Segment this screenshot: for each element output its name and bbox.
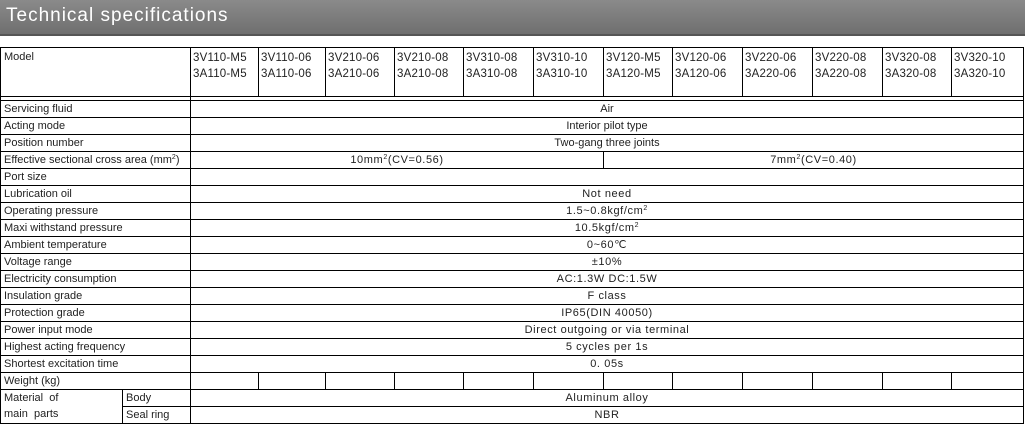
spec-value: ±10%	[191, 254, 1024, 271]
spec-label: Servicing fluid	[1, 101, 191, 118]
spec-label: Insulation grade	[1, 288, 191, 305]
weight-cell	[259, 373, 326, 390]
body-label: Body	[123, 390, 191, 407]
spec-value: Air	[191, 101, 1024, 118]
spec-label: Protection grade	[1, 305, 191, 322]
spec-row	[1, 186, 1024, 203]
spec-row	[1, 356, 1024, 373]
spec-row	[1, 305, 1024, 322]
spec-value: $10.5kgf/cm^2$	[191, 220, 1024, 237]
spec-row	[1, 339, 1024, 356]
spec-value	[191, 169, 1024, 186]
spec-value: IP65(DIN 40050)	[191, 305, 1024, 322]
section-title: Technical specifications	[6, 5, 229, 26]
spec-table	[0, 47, 1024, 424]
spec-value: Not need	[191, 186, 1024, 203]
model-row	[1, 48, 1024, 97]
model-cell: 3V110-06 3A110-06	[259, 48, 326, 97]
spec-value: Direct outgoing or via terminal	[191, 322, 1024, 339]
body-value: Aluminum alloy	[191, 390, 1024, 407]
model-cell: 3V210-06 3A210-06	[326, 48, 395, 97]
spec-label: Ambient temperature	[1, 237, 191, 254]
spec-value: $1.5\sim 0.8kgf/cm^2$	[191, 203, 1024, 220]
model-cell: 3V120-06 3A120-06	[673, 48, 743, 97]
model-cell: 3V210-08 3A210-08	[395, 48, 464, 97]
spec-row	[1, 152, 1024, 169]
model-cell: 3V310-10 3A310-10	[534, 48, 604, 97]
weight-cell	[813, 373, 883, 390]
weight-cell	[604, 373, 673, 390]
weight-cell	[952, 373, 1024, 390]
model-cell: 3V320-10 3A320-10	[952, 48, 1024, 97]
spec-value: 5 cycles per 1s	[191, 339, 1024, 356]
spec-label: Lubrication oil	[1, 186, 191, 203]
spec-row	[1, 237, 1024, 254]
spec-value: $7mm^2(CV=0.40)$	[604, 152, 1024, 169]
model-cell: 3V220-06 3A220-06	[743, 48, 813, 97]
spec-value: 0~60℃	[191, 237, 1024, 254]
spec-label: Highest acting frequency	[1, 339, 191, 356]
model-cell: 3V220-08 3A220-08	[813, 48, 883, 97]
weight-cell	[673, 373, 743, 390]
spec-label: Voltage range	[1, 254, 191, 271]
spec-row	[1, 254, 1024, 271]
spec-value: AC:1.3W DC:1.5W	[191, 271, 1024, 288]
spec-row	[1, 271, 1024, 288]
seal-ring-value: NBR	[191, 407, 1024, 424]
spec-value: Interior pilot type	[191, 118, 1024, 135]
spec-value: $10mm^2(CV=0.56)$	[191, 152, 604, 169]
spec-row	[1, 118, 1024, 135]
material-seal-row	[1, 407, 1024, 424]
material-label-line2: main parts	[1, 407, 123, 424]
weight-cell	[534, 373, 604, 390]
spec-label: Maxi withstand pressure	[1, 220, 191, 237]
model-cell: 3V110-M5 3A110-M5	[191, 48, 259, 97]
weight-cell	[191, 373, 259, 390]
spec-label: Effective sectional cross area $(mm^2)$	[1, 152, 191, 169]
spec-value: F class	[191, 288, 1024, 305]
spec-value: Two-gang three joints	[191, 135, 1024, 152]
spec-row	[1, 220, 1024, 237]
spec-label: Shortest excitation time	[1, 356, 191, 373]
weight-cell	[395, 373, 464, 390]
spec-label: Operating pressure	[1, 203, 191, 220]
model-cell: 3V310-08 3A310-08	[464, 48, 534, 97]
spec-label: Acting mode	[1, 118, 191, 135]
spec-label: Position number	[1, 135, 191, 152]
spec-label: Weight (kg)	[1, 373, 191, 390]
spec-row	[1, 169, 1024, 186]
spec-row	[1, 101, 1024, 118]
model-cell: 3V320-08 3A320-08	[883, 48, 952, 97]
material-body-row	[1, 390, 1024, 407]
spec-label: Electricity consumption	[1, 271, 191, 288]
model-cell: 3V120-M5 3A120-M5	[604, 48, 673, 97]
spec-label: Power input mode	[1, 322, 191, 339]
section-title-bar	[0, 0, 1025, 36]
seal-ring-label: Seal ring	[123, 407, 191, 424]
weight-row	[1, 373, 1024, 390]
weight-cell	[883, 373, 952, 390]
spec-row	[1, 203, 1024, 220]
model-label: Model	[1, 48, 191, 97]
spec-value: 0. 05s	[191, 356, 1024, 373]
spec-label: Port size	[1, 169, 191, 186]
weight-cell	[326, 373, 395, 390]
spec-row	[1, 135, 1024, 152]
weight-cell	[743, 373, 813, 390]
weight-cell	[464, 373, 534, 390]
spec-row	[1, 322, 1024, 339]
material-label-line1: Material of	[1, 390, 123, 407]
spec-row	[1, 288, 1024, 305]
